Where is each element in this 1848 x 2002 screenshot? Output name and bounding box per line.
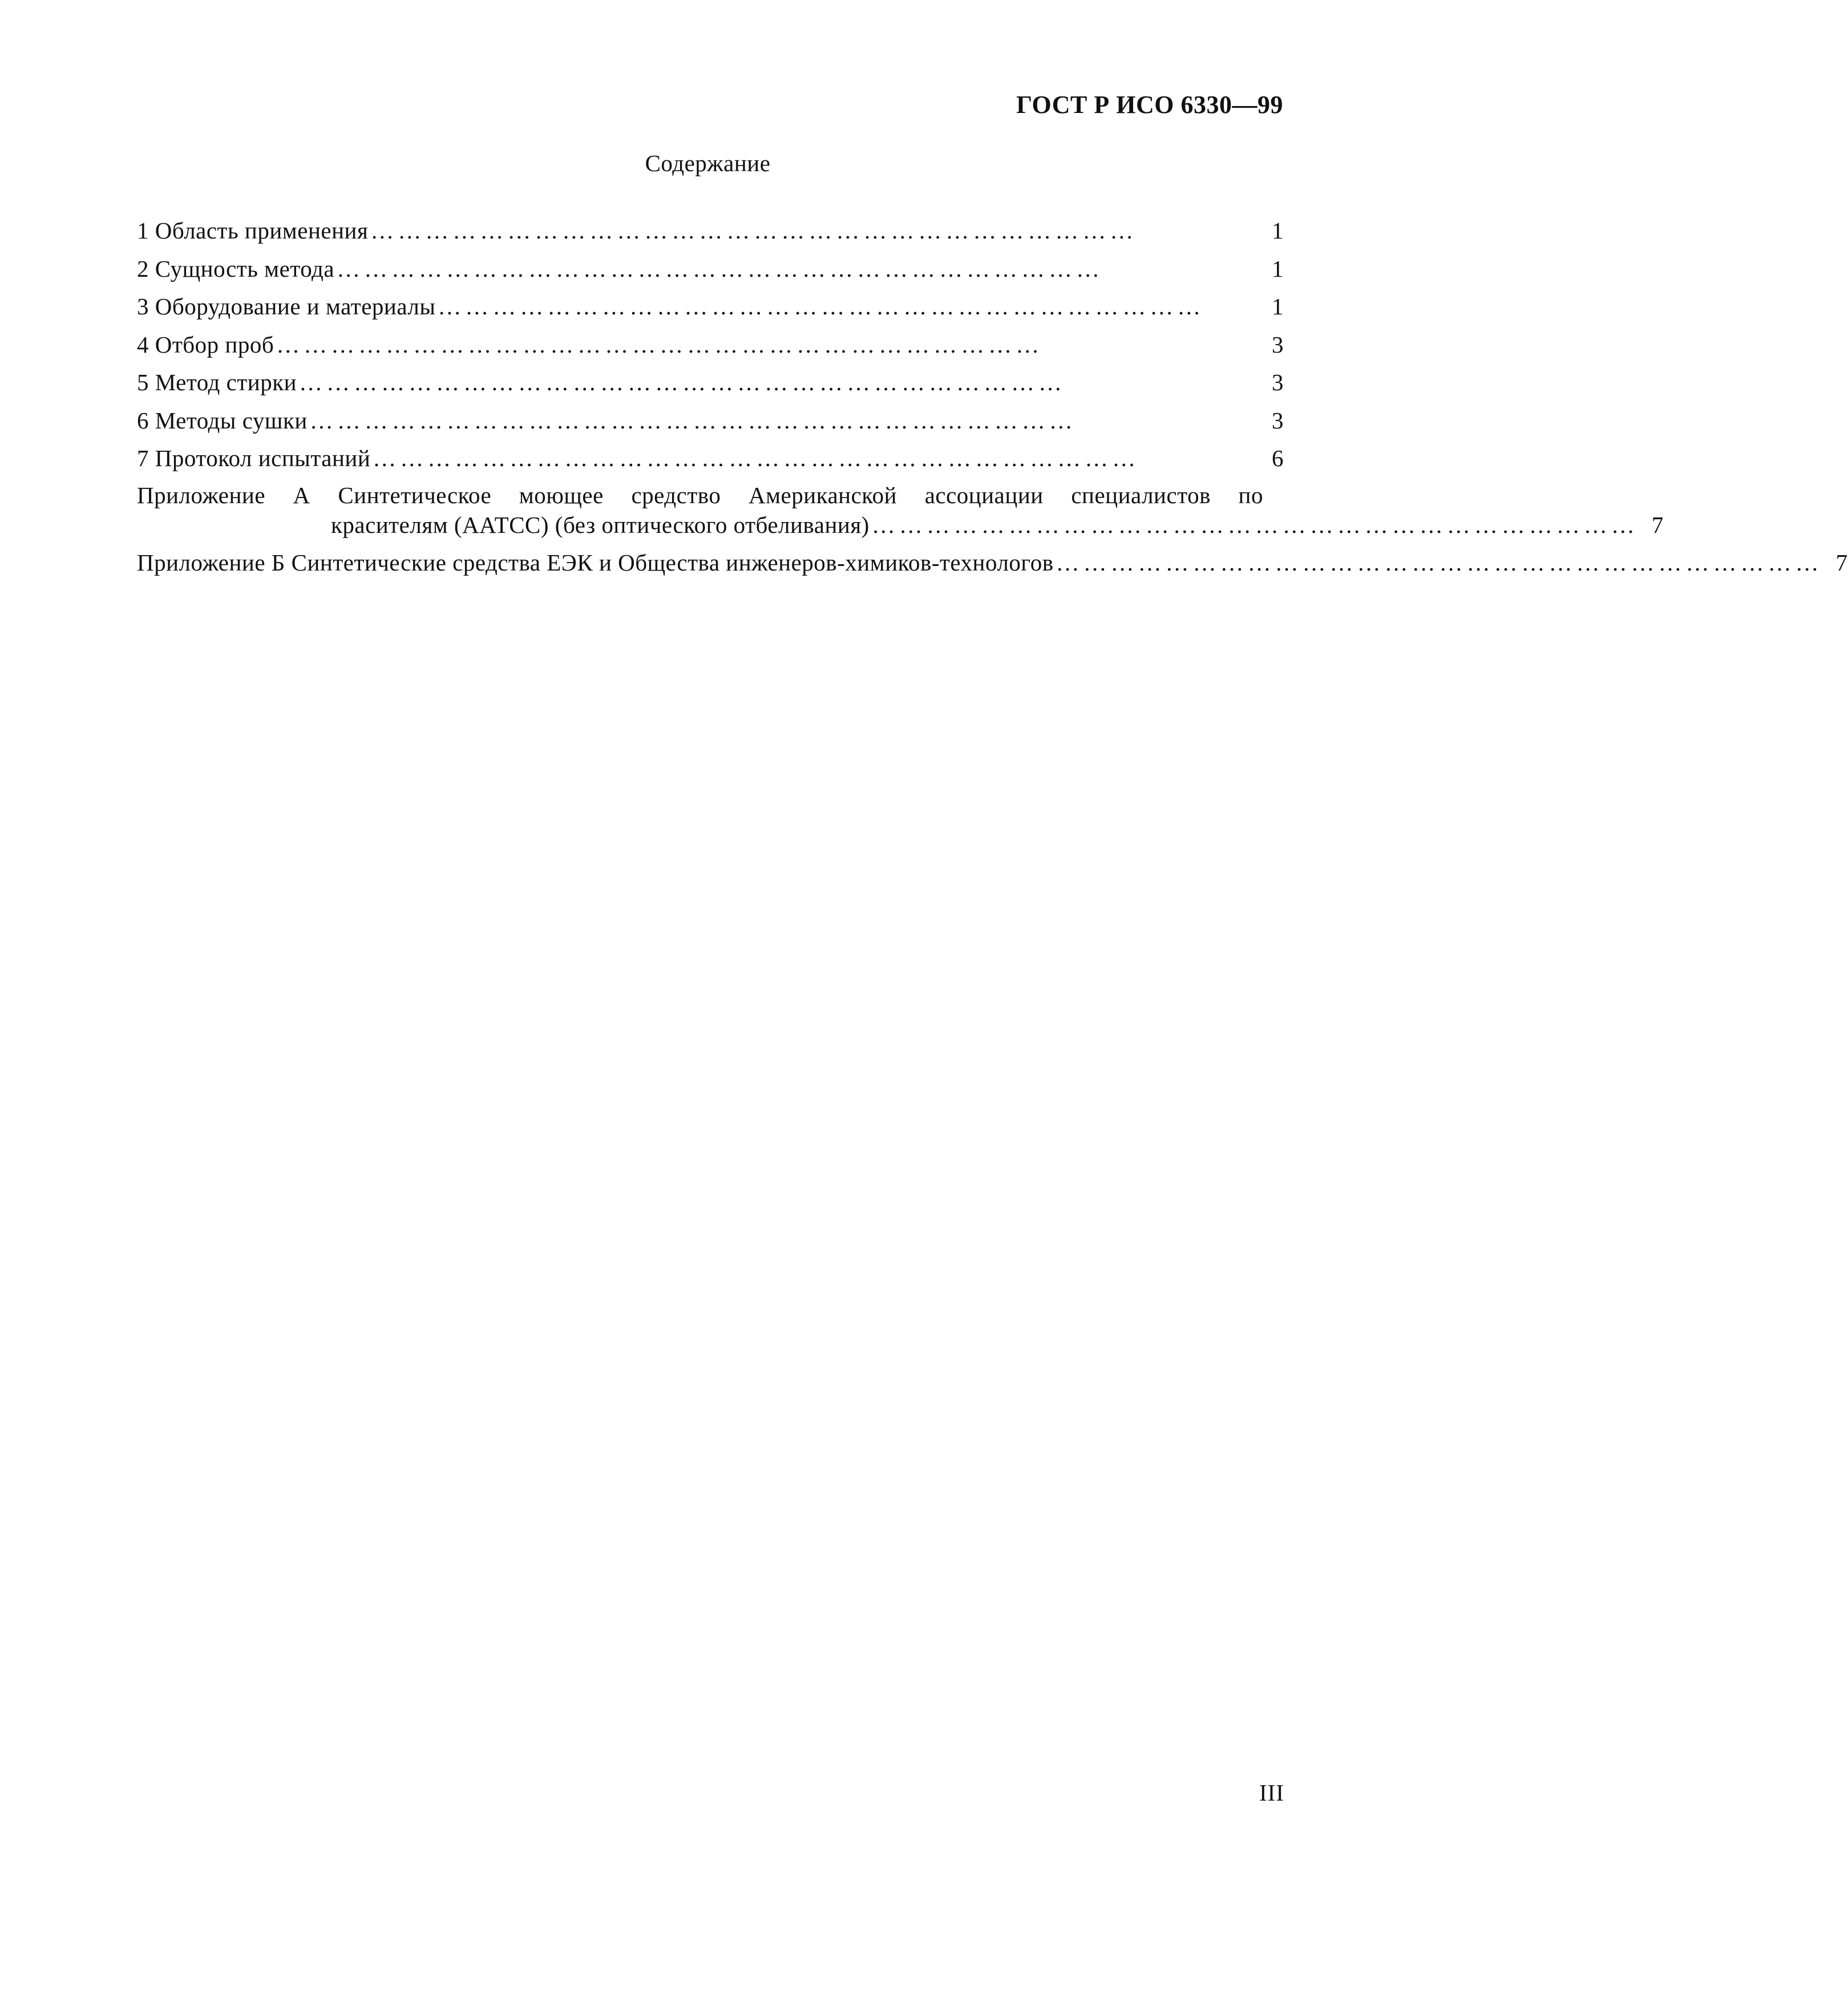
toc-entry-page: 7 <box>1651 511 1664 538</box>
toc-entry-page: 7 <box>1835 549 1848 576</box>
toc-entry-6[interactable] <box>137 407 1284 445</box>
toc-entry-label: 5 Метод стирки <box>137 369 297 395</box>
dot-leader: ………………………………………………………………………… <box>309 407 1077 434</box>
toc-entry-page: 3 <box>1272 369 1284 395</box>
toc-entry-label: Приложение А Синтетическое моющее средство Американской ассоциации специалистов по <box>137 482 1263 508</box>
dot-leader: ………………………………………………………………………… <box>337 255 1104 282</box>
toc-entry-page: 1 <box>1272 293 1284 319</box>
dot-leader: ………………………………………………………………………… <box>299 369 1066 395</box>
toc-entry-page: 6 <box>1272 445 1284 471</box>
toc-entry-label: Приложение Б Синтетические средства ЕЭК и Общества инженеров-химиков-технологов <box>137 549 1054 576</box>
toc-entry-page: 1 <box>1272 217 1284 244</box>
toc-entry-1[interactable] <box>137 217 1284 255</box>
dot-leader: ………………………………………………………………………… <box>276 331 1044 358</box>
toc-entry-4[interactable] <box>137 331 1284 369</box>
dot-leader: ………………………………………………………………………… <box>1056 549 1823 576</box>
toc-entry-page: 3 <box>1272 331 1284 358</box>
page-number: III <box>1259 1779 1284 1806</box>
toc-entry-label: 4 Отбор проб <box>137 331 274 358</box>
toc-entry-page: 3 <box>1272 407 1284 434</box>
toc-entry-label: 2 Сущность метода <box>137 255 335 282</box>
toc-entry-7[interactable] <box>137 444 1284 483</box>
toc-entry-label: 1 Область применения <box>137 217 369 244</box>
document-code: ГОСТ Р ИСО 6330—99 <box>1016 91 1283 119</box>
dot-leader: ………………………………………………………………………… <box>373 445 1140 471</box>
dot-leader: ………………………………………………………………………… <box>370 217 1138 244</box>
toc-entry-2[interactable] <box>137 255 1284 293</box>
toc-entry-label: 3 Оборудование и материалы <box>137 293 436 319</box>
dot-leader: ………………………………………………………………………… <box>438 293 1205 319</box>
toc-entry-appendix-b[interactable] <box>137 549 1848 587</box>
toc-entry-label-continued: красителям (ААТСС) (без оптического отбеливания) <box>331 511 870 538</box>
toc-entry-appendix-a[interactable] <box>137 482 1664 549</box>
toc-title: Содержание <box>645 150 771 176</box>
toc-entry-page: 1 <box>1272 255 1284 282</box>
toc-entry-continuation <box>137 511 1664 549</box>
toc-entry-label: 7 Протокол испытаний <box>137 445 371 471</box>
dot-leader: ………………………………………………………………………… <box>871 511 1639 538</box>
toc-entry-5[interactable] <box>137 369 1284 407</box>
toc-entry-label: 6 Методы сушки <box>137 407 308 434</box>
table-of-contents <box>137 217 1848 587</box>
toc-entry-3[interactable] <box>137 293 1284 331</box>
